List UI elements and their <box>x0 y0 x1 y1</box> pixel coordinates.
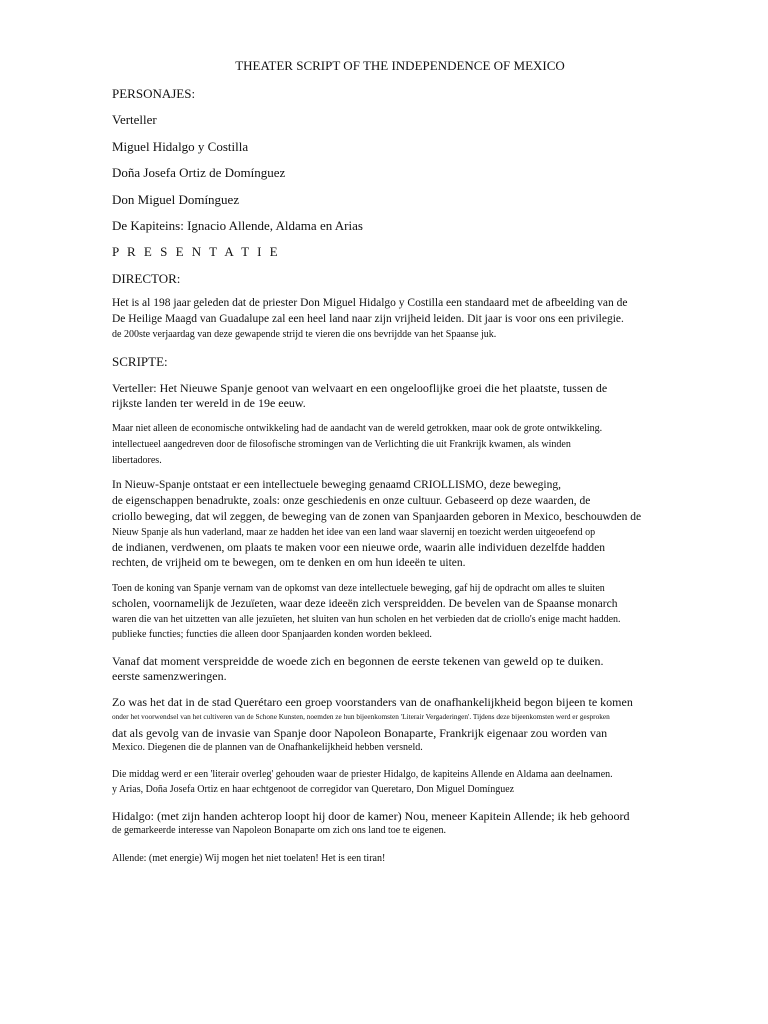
paragraph-line: rechten, de vrijheid om te bewegen, om te denken en om hun ideeën te uiten. <box>112 557 466 569</box>
character-item: De Kapiteins: Ignacio Allende, Aldama en Arias <box>112 218 363 233</box>
scripte-heading: SCRIPTE: <box>112 354 168 369</box>
personajes-heading: PERSONAJES: <box>112 86 196 101</box>
document-title: THEATER SCRIPT OF THE INDEPENDENCE OF MEXICO <box>235 58 565 73</box>
paragraph-line: Allende: (met energie) Wij mogen het niet toelaten! Het is een tiran! <box>112 853 386 864</box>
paragraph-line: intellectueel aangedreven door de filosofische stromingen van de Verlichting die uit Frankrijk kwamen, als winden <box>112 439 571 450</box>
paragraph-line: de indianen, verdwenen, om plaats te maken voor een nieuwe orde, waarin alle individuen dezelfde hadden <box>112 542 606 554</box>
paragraph-line: Nieuw Spanje als hun vaderland, maar ze hadden het idee van een land waar slavernij en toezicht werden uitgeoefend op <box>112 527 596 538</box>
character-item: Miguel Hidalgo y Costilla <box>112 139 249 154</box>
paragraph-line: Die middag werd er een 'literair overleg' gehouden waar de priester Hidalgo, de kapiteins Allende en Aldama aan deelnamen. <box>112 769 613 780</box>
paragraph-line: Maar niet alleen de economische ontwikkeling had de aandacht van de wereld getrokken, maar ook de grote ontwikkeling. <box>112 423 603 434</box>
character-item: Don Miguel Domínguez <box>112 192 240 207</box>
presentatie-heading: P R E S E N T A T I E <box>112 244 281 259</box>
character-item: Doña Josefa Ortiz de Domínguez <box>112 165 286 180</box>
director-line: Het is al 198 jaar geleden dat de priester Don Miguel Hidalgo y Costilla een standaard met de afbeelding van de <box>112 297 628 309</box>
paragraph-line: de eigenschappen benadrukte, zoals: onze geschiedenis en onze cultuur. Gebaseerd op deze waarden, de <box>112 495 591 507</box>
paragraph-line: Hidalgo: (met zijn handen achterop loopt hij door de kamer) Nou, meneer Kapitein Allende; ik heb gehoord <box>112 809 630 823</box>
paragraph-line: rijkste landen ter wereld in de 19e eeuw. <box>112 396 306 410</box>
paragraph-line: y Arias, Doña Josefa Ortiz en haar echtgenoot de corregidor van Queretaro, Don Miguel Domínguez <box>112 784 515 795</box>
paragraph-line: Zo was het dat in de stad Querétaro een groep voorstanders van de onafhankelijkheid begon bijeen te komen <box>112 695 633 709</box>
paragraph-line: waren die van het uitzetten van alle jezuïeten, het sluiten van hun scholen en het verbieden dat de criollo's enige macht hadden. <box>112 614 621 625</box>
paragraph-line: de gemarkeerde interesse van Napoleon Bonaparte om zich ons land toe te eigenen. <box>112 825 447 836</box>
director-heading: DIRECTOR: <box>112 271 181 286</box>
character-item: Verteller <box>112 112 157 127</box>
director-line: De Heilige Maagd van Guadalupe zal een heel land naar zijn vrijheid leiden. Dit jaar is voor ons een privilegie. <box>112 313 624 325</box>
paragraph-line: publieke functies; functies die alleen door Spanjaarden konden worden bekleed. <box>112 629 432 640</box>
director-line: de 200ste verjaardag van deze gewapende strijd te vieren die ons bevrijdde van het Spaanse juk. <box>112 329 497 340</box>
paragraph-line: Verteller: Het Nieuwe Spanje genoot van welvaart en een ongelooflijke groei die het plaatste, tussen de <box>112 381 608 395</box>
paragraph-line: eerste samenzweringen. <box>112 669 227 683</box>
paragraph-line: Vanaf dat moment verspreidde de woede zich en begonnen de eerste tekenen van geweld op te duiken. <box>112 654 604 668</box>
paragraph-line: scholen, voornamelijk de Jezuïeten, waar deze ideeën zich verspreidden. De bevelen van de Spaanse monarch <box>112 598 618 610</box>
paragraph-line: Toen de koning van Spanje vernam van de opkomst van deze intellectuele beweging, gaf hij de opdracht om alles te sluiten <box>112 583 605 594</box>
paragraph-line: criollo beweging, dat wil zeggen, de beweging van de zonen van Spanjaarden geboren in Mexico, beschouwden de <box>112 511 642 523</box>
paragraph-line: dat als gevolg van de invasie van Spanje door Napoleon Bonaparte, Frankrijk eigenaar zou worden van <box>112 726 608 740</box>
paragraph-line: onder het voorwendsel van het cultiveren van de Schone Kunsten, noemden ze hun bijeenkomsten 'Literair Vergaderingen'. Tijdens deze bijeenkomsten werd er gesproken <box>112 712 610 721</box>
paragraph-line: libertadores. <box>112 455 162 466</box>
paragraph-line: In Nieuw-Spanje ontstaat er een intellectuele beweging genaamd CRIOLLISMO, deze beweging, <box>112 479 561 491</box>
paragraph-line: Mexico. Diegenen die de plannen van de Onafhankelijkheid hebben versneld. <box>112 742 423 753</box>
